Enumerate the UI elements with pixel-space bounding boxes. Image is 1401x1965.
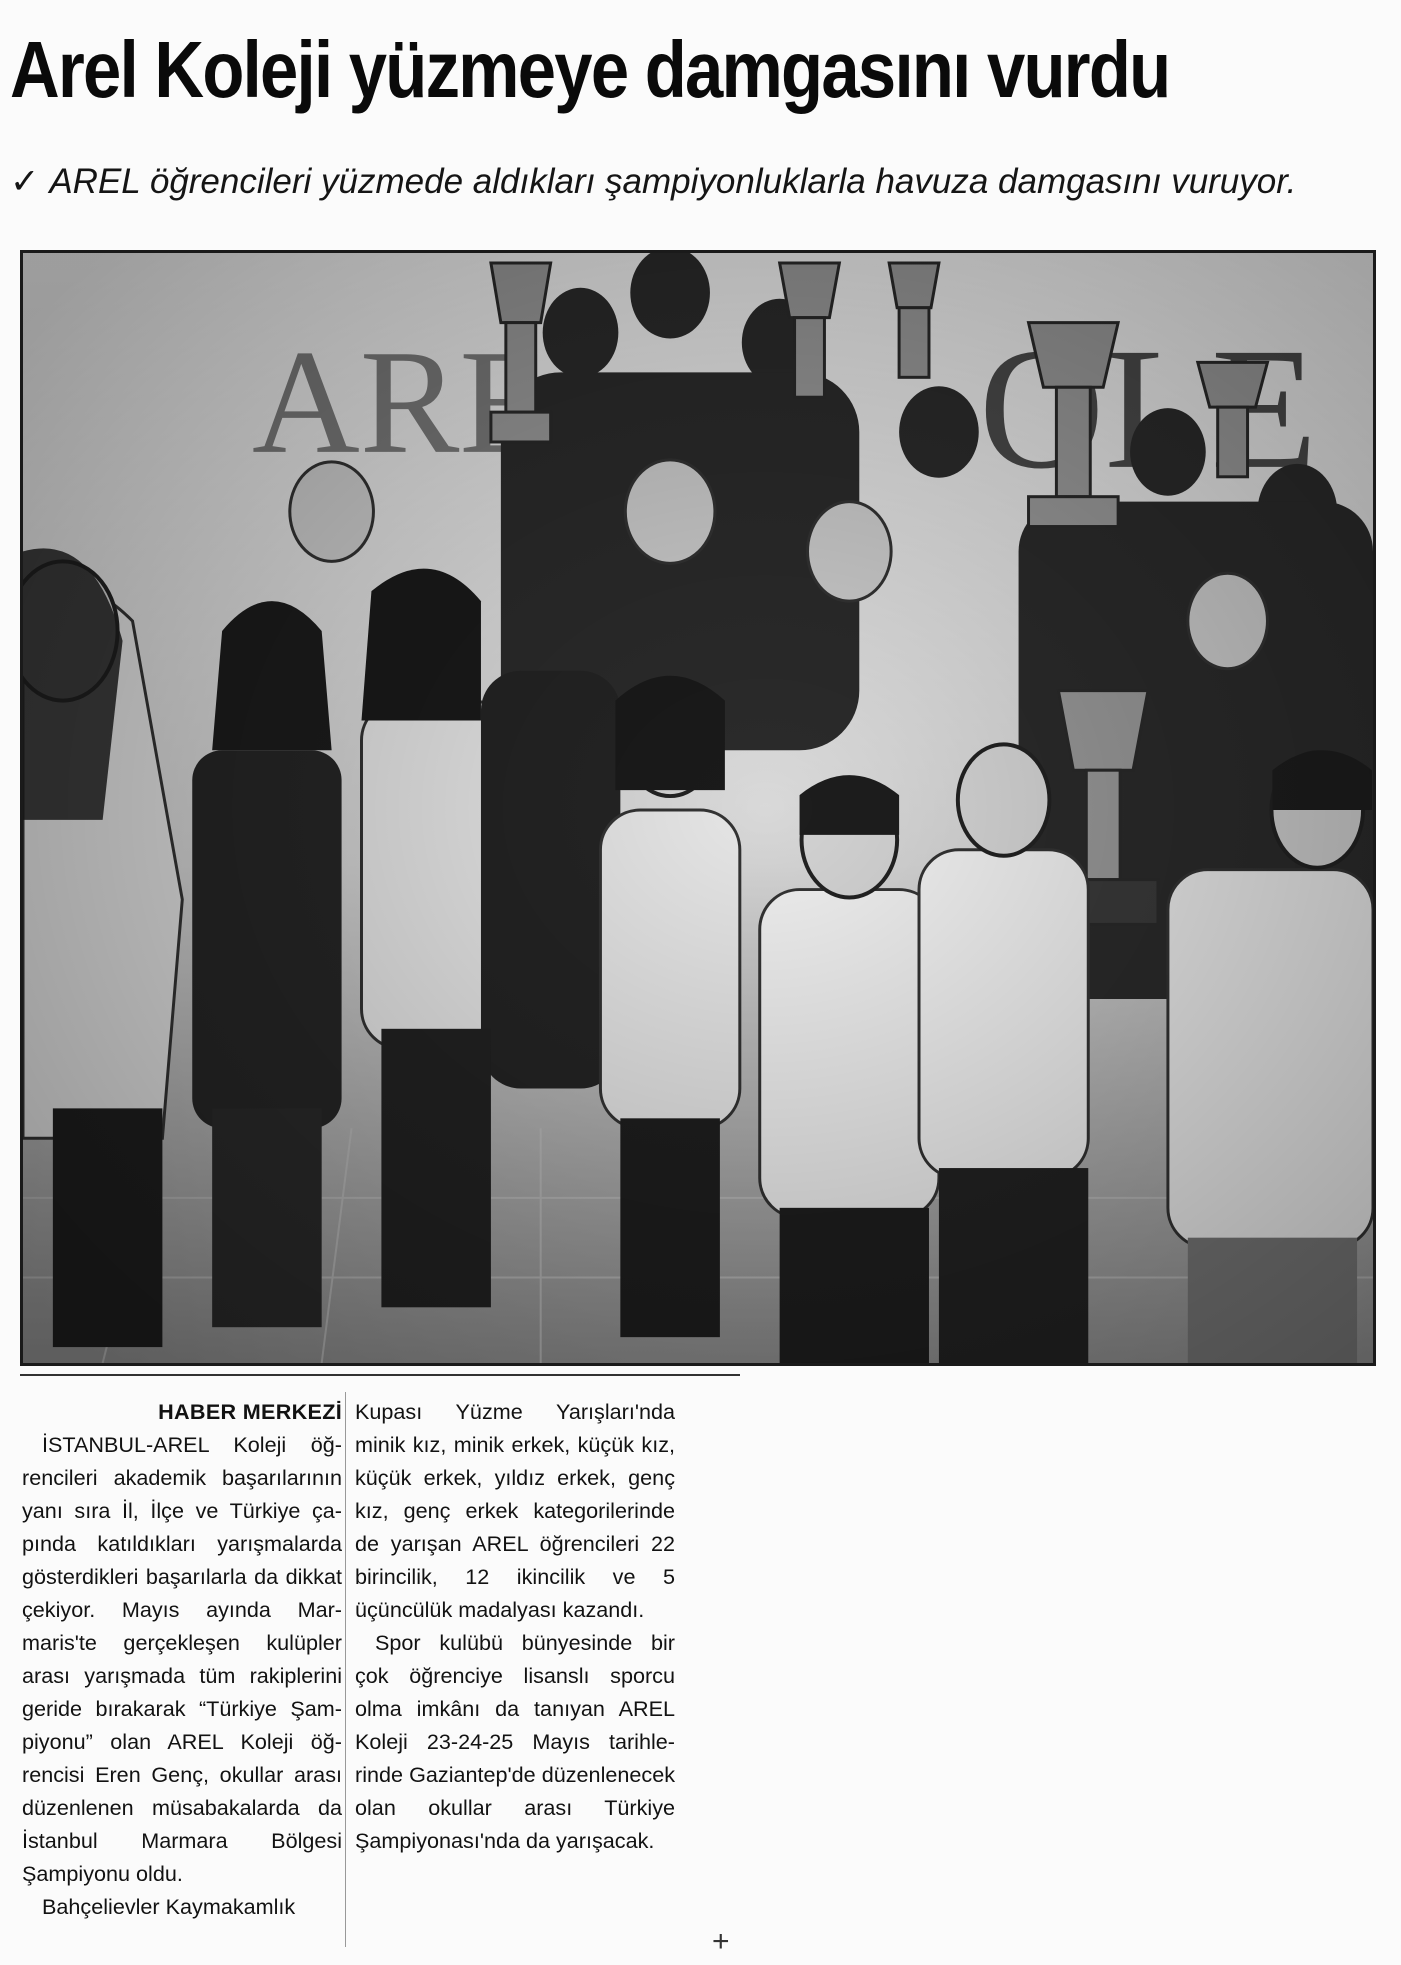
paragraph-2-end: Kupası Yüzme Yarışları'nda minik kız, minik erkek, küçük kız, küçük erkek, yıldız erkek, genç kız, genç erkek kategorilerinde de yarışan AREL öğrencileri 22 birincilik, 12 ikincilik ve 5 üçüncülük madalyası kazandı. [355, 1399, 675, 1622]
team-photo-illustration [23, 253, 1373, 1363]
registration-mark: + [712, 1925, 730, 1958]
column-top-rule [20, 1374, 740, 1376]
article-headline: Arel Koleji yüzmeye damgasını vurdu [10, 25, 1170, 114]
subhead-text: AREL öğrencileri yüzmede aldıkları şampiyonluklarla havuza damgasını vuruyor. [49, 162, 1297, 201]
article-column-2 [355, 1395, 675, 1857]
article-column-1 [22, 1395, 342, 1923]
checkmark-icon: ✓ [10, 162, 40, 201]
article-subhead [10, 160, 1390, 204]
paragraph-2-start: Bahçelievler Kaymakamlık [42, 1894, 296, 1919]
column-divider [345, 1392, 346, 1947]
paragraph-1: İSTANBUL-AREL Koleji öğrencileri akademik başarılarının yanı sıra İl, İlçe ve Türkiye çapında katıldıkları yarışmalarda gösterdikleri başarılarla da dikkat çekiyor. Mayıs ayında Marmaris'te gerçekleşen kulüpler arası yarışmada tüm rakiplerini geride bırakarak “Türkiye Şampiyonu” olan AREL Koleji öğrencisi Eren Genç, okullar arası düzenlenen müsabakalarda da İstanbul Marmara Bölgesi Şampiyonu oldu. [22, 1432, 342, 1886]
team-photo [20, 250, 1376, 1366]
byline: HABER MERKEZİ [158, 1399, 342, 1424]
paragraph-3: Spor kulübü bünyesinde bir çok öğrenciye lisanslı sporcu olma imkânı da tanıyan AREL Koleji 23-24-25 Mayıs tarihlerinde Gaziantep'de düzenlenecek olan okullar arası Türkiye Şampiyonası'nda da yarışacak. [355, 1630, 675, 1853]
